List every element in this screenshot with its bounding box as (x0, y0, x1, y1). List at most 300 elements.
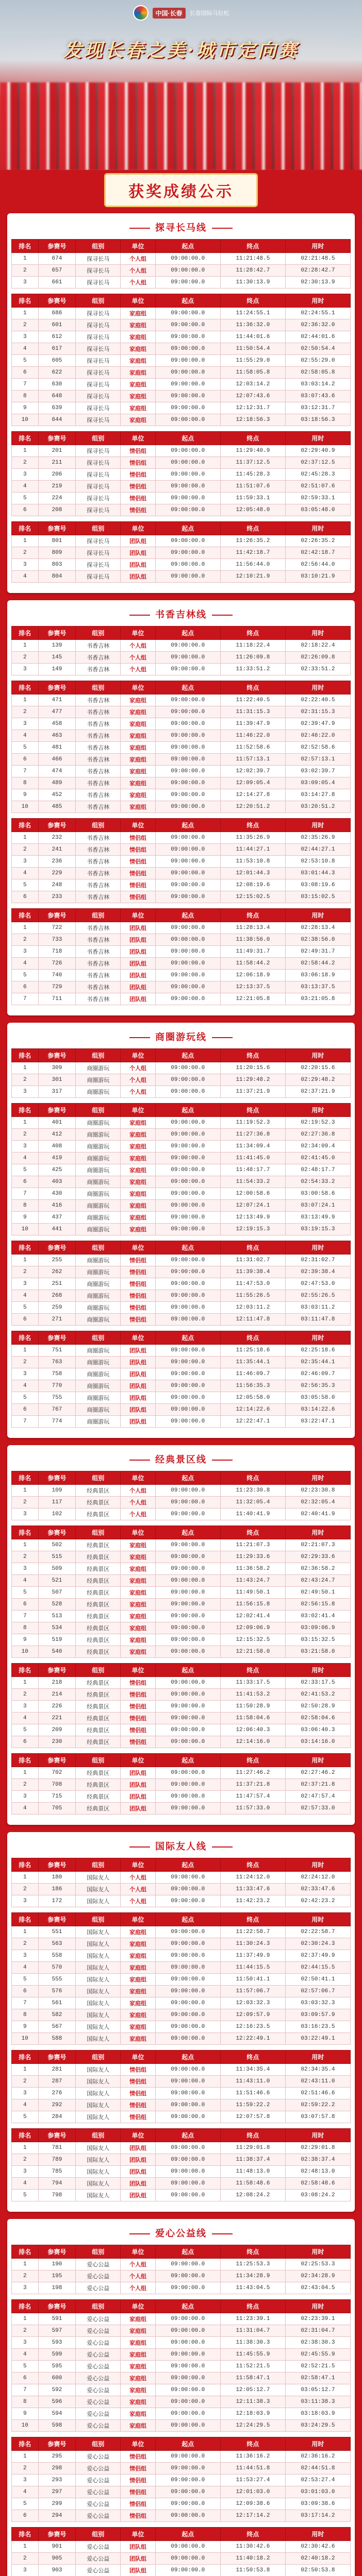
route-title: 经典景区线 (11, 1449, 351, 1471)
table-cell: 家庭组 (121, 1926, 155, 1938)
table-cell: 09:00:00.0 (155, 1392, 220, 1404)
table-cell: 家庭组 (121, 1212, 155, 1224)
table-cell: 09:00:00.0 (155, 457, 220, 469)
table-cell: 02:30:13.9 (285, 277, 350, 289)
table-cell: 601 (38, 319, 76, 331)
column-header: 终点 (220, 819, 285, 832)
table-cell: 02:43:04.5 (285, 2282, 350, 2294)
table-row (12, 414, 351, 426)
table-cell: 11:36:16.2 (220, 2451, 285, 2463)
table-cell: 770 (38, 1380, 76, 1392)
table-cell: 1 (12, 1539, 39, 1551)
table-cell: 09:00:00.0 (155, 2565, 220, 2576)
table-cell: 02:23:39.1 (285, 2313, 350, 2325)
table-row (12, 970, 351, 981)
table-row (12, 1485, 351, 1497)
table-cell: 6 (12, 2372, 39, 2384)
table-cell: 情侣组 (121, 1314, 155, 1326)
table-cell: 经典景区 (76, 1539, 121, 1551)
table-row (12, 1164, 351, 1176)
table-cell: 爱心公益 (76, 2384, 121, 2396)
table-cell: 452 (38, 789, 76, 801)
column-header: 终点 (220, 909, 285, 922)
table-row (12, 391, 351, 402)
table-row (12, 493, 351, 504)
table-cell: 商圈游玩 (76, 1302, 121, 1314)
table-cell: 4 (12, 730, 39, 742)
table-cell: 02:44:51.8 (285, 2463, 350, 2475)
table-cell: 09:00:00.0 (155, 2384, 220, 2396)
table-row (12, 922, 351, 934)
table-cell: 11:36:58.2 (220, 1563, 285, 1575)
column-header: 终点 (220, 1526, 285, 1539)
table-cell: 02:51:46.6 (285, 2088, 350, 2099)
table-cell: 1 (12, 308, 39, 319)
table-cell: 271 (38, 1314, 76, 1326)
table-cell: 11:32:05.4 (220, 1497, 285, 1509)
table-cell: 03:01:03.0 (285, 2486, 350, 2498)
table-cell: 探寻长马 (76, 379, 121, 391)
table-cell: 商圈游玩 (76, 1416, 121, 1428)
column-header: 参赛号 (38, 432, 76, 445)
column-header: 用时 (285, 1858, 350, 1872)
table-cell: 经典景区 (76, 1779, 121, 1791)
table-cell: 644 (38, 414, 76, 426)
table-cell: 经典景区 (76, 1791, 121, 1803)
results-table (11, 1526, 351, 1658)
table-cell: 11:21:48.5 (220, 253, 285, 265)
table-row (12, 801, 351, 813)
table-cell: 09:00:00.0 (155, 2463, 220, 2475)
table-cell: 09:00:00.0 (155, 2486, 220, 2498)
column-header: 起点 (155, 909, 220, 922)
table-cell: 466 (38, 754, 76, 766)
table-cell: 书香吉林 (76, 640, 121, 652)
table-cell: 商圈游玩 (76, 1086, 121, 1098)
table-cell: 226 (38, 1701, 76, 1713)
results-table (11, 1753, 351, 1815)
table-cell: 03:15:02.5 (285, 891, 350, 903)
table-cell: 11:51:46.6 (220, 2088, 285, 2099)
table-cell: 11:31:02.7 (220, 1255, 285, 1266)
table-cell: 190 (38, 2259, 76, 2270)
column-header: 组别 (76, 2129, 121, 2142)
table-cell: 02:50:41.1 (285, 1974, 350, 1986)
column-header: 组别 (76, 909, 121, 922)
table-row (12, 1950, 351, 1962)
table-cell: 09:00:00.0 (155, 355, 220, 367)
table-cell: 09:00:00.0 (155, 265, 220, 277)
table-row (12, 571, 351, 583)
table-cell: 12:21:58.0 (220, 1646, 285, 1658)
table-cell: 09:00:00.0 (155, 2270, 220, 2282)
table-cell: 情侣组 (121, 1278, 155, 1290)
table-cell: 09:00:00.0 (155, 868, 220, 879)
table-cell: 商圈游玩 (76, 1153, 121, 1164)
table-cell: 11:44:51.8 (220, 2463, 285, 2475)
table-cell: 298 (38, 2463, 76, 2475)
table-cell: 481 (38, 742, 76, 754)
column-header: 用时 (285, 1241, 350, 1255)
column-header: 起点 (155, 1331, 220, 1345)
table-cell: 02:36:58.2 (285, 1563, 350, 1575)
table-cell: 11:52:21.5 (220, 2361, 285, 2372)
table-cell: 11:29:33.6 (220, 1551, 285, 1563)
table-row (12, 652, 351, 664)
table-cell: 180 (38, 1872, 76, 1884)
table-cell: 经典景区 (76, 1563, 121, 1575)
table-cell: 02:47:53.0 (285, 1278, 350, 1290)
table-cell: 09:00:00.0 (155, 664, 220, 675)
table-cell: 12:24:29.5 (220, 2420, 285, 2432)
table-cell: 11:33:51.2 (220, 664, 285, 675)
column-header: 起点 (155, 2437, 220, 2451)
table-cell: 4 (12, 1290, 39, 1302)
column-header: 终点 (220, 1331, 285, 1345)
table-cell: 1 (12, 922, 39, 934)
table-cell: 02:36:16.2 (285, 2451, 350, 2463)
column-header: 单位 (121, 626, 155, 640)
table-cell: 探寻长马 (76, 277, 121, 289)
table-cell: 03:00:58.6 (285, 1188, 350, 1200)
table-row (12, 1611, 351, 1622)
table-cell: 个人组 (121, 1062, 155, 1074)
table-cell: 国际友人 (76, 1962, 121, 1974)
table-cell: 经典景区 (76, 1485, 121, 1497)
table-cell: 785 (38, 2166, 76, 2178)
table-cell: 02:26:09.8 (285, 652, 350, 664)
table-cell: 02:58:48.6 (285, 2178, 350, 2190)
table-cell: 2 (12, 1266, 39, 1278)
table-cell: 7 (12, 1416, 39, 1428)
table-cell: 11:48:17.7 (220, 1164, 285, 1176)
table-cell: 11:41:53.2 (220, 1689, 285, 1701)
column-header: 用时 (285, 1049, 350, 1062)
table-cell: 11:46:22.0 (220, 730, 285, 742)
table-cell: 1 (12, 832, 39, 844)
column-header: 排名 (12, 909, 39, 922)
table-cell: 02:49:50.1 (285, 1587, 350, 1599)
table-cell: 探寻长马 (76, 367, 121, 379)
table-cell: 商圈游玩 (76, 1176, 121, 1188)
table-cell: 02:56:15.8 (285, 1599, 350, 1611)
table-cell: 2 (12, 844, 39, 856)
table-row (12, 1677, 351, 1689)
table-cell: 09:00:00.0 (155, 1767, 220, 1779)
table-cell: 5 (12, 2498, 39, 2510)
table-cell: 1 (12, 2451, 39, 2463)
table-cell: 家庭组 (121, 1950, 155, 1962)
table-cell: 1 (12, 2313, 39, 2325)
column-header: 用时 (285, 1526, 350, 1539)
table-row (12, 1212, 351, 1224)
table-cell: 1 (12, 1255, 39, 1266)
table-cell: 12:06:40.3 (220, 1724, 285, 1736)
table-cell: 11:42:18.7 (220, 547, 285, 559)
table-cell: 09:00:00.0 (155, 1509, 220, 1520)
table-cell: 团队组 (121, 922, 155, 934)
column-header: 组别 (76, 522, 121, 535)
table-row (12, 1575, 351, 1587)
table-cell: 09:00:00.0 (155, 958, 220, 970)
table-row (12, 1962, 351, 1974)
table-cell: 09:00:00.0 (155, 2142, 220, 2154)
table-row (12, 1997, 351, 2009)
column-header: 排名 (12, 432, 39, 445)
table-cell: 3 (12, 1563, 39, 1575)
table-row (12, 1380, 351, 1392)
table-cell: 11:59:33.1 (220, 493, 285, 504)
table-cell: 6 (12, 1736, 39, 1748)
column-header: 单位 (121, 1241, 155, 1255)
table-cell: 爱心公益 (76, 2259, 121, 2270)
table-row (12, 1646, 351, 1658)
table-cell: 02:39:38.4 (285, 1266, 350, 1278)
table-cell: 11:35:44.1 (220, 1357, 285, 1368)
table-cell: 12:03:14.2 (220, 379, 285, 391)
table-cell: 12:18:03.9 (220, 2408, 285, 2420)
table-cell: 622 (38, 367, 76, 379)
table-cell: 09:00:00.0 (155, 469, 220, 481)
table-cell: 经典景区 (76, 1587, 121, 1599)
table-cell: 02:22:40.5 (285, 694, 350, 706)
table-cell: 02:57:33.0 (285, 1803, 350, 1815)
table-cell: 家庭组 (121, 1141, 155, 1153)
table-cell: 1 (12, 1677, 39, 1689)
table-cell: 5 (12, 355, 39, 367)
column-header: 排名 (12, 1526, 39, 1539)
column-header: 终点 (220, 2129, 285, 2142)
table-cell: 家庭组 (121, 1224, 155, 1235)
results-table (11, 1663, 351, 1748)
table-row (12, 253, 351, 265)
table-row (12, 2259, 351, 2270)
table-cell: 02:45:55.9 (285, 2349, 350, 2361)
table-cell: 230 (38, 1736, 76, 1748)
table-row (12, 2088, 351, 2099)
table-cell: 1 (12, 1926, 39, 1938)
table-row (12, 2565, 351, 2576)
column-header: 单位 (121, 240, 155, 253)
column-header: 起点 (155, 2300, 220, 2313)
table-cell: 个人组 (121, 1509, 155, 1520)
table-cell: 11:41:45.0 (220, 1153, 285, 1164)
column-header: 单位 (121, 2528, 155, 2541)
results-list (0, 207, 362, 2576)
table-cell: 12:19:15.3 (220, 1224, 285, 1235)
table-cell: 国际友人 (76, 2088, 121, 2099)
table-cell: 02:30:42.6 (285, 2541, 350, 2553)
column-header: 起点 (155, 1526, 220, 1539)
table-cell: 4 (12, 1380, 39, 1392)
table-cell: 国际友人 (76, 2111, 121, 2123)
table-cell: 团队组 (121, 571, 155, 583)
table-cell: 国际友人 (76, 1974, 121, 1986)
hero-banner (0, 0, 362, 170)
column-header: 单位 (121, 909, 155, 922)
table-cell: 书香吉林 (76, 742, 121, 754)
table-cell: 家庭组 (121, 1997, 155, 2009)
table-cell: 09:00:00.0 (155, 1086, 220, 1098)
table-cell: 家庭组 (121, 706, 155, 718)
column-header: 用时 (285, 1913, 350, 1926)
table-cell: 09:00:00.0 (155, 640, 220, 652)
table-cell: 3 (12, 1278, 39, 1290)
column-header: 起点 (155, 1471, 220, 1485)
table-row (12, 402, 351, 414)
table-cell: 3 (12, 1791, 39, 1803)
table-cell: 经典景区 (76, 1767, 121, 1779)
table-cell: 个人组 (121, 2282, 155, 2294)
table-cell: 11:27:36.8 (220, 1129, 285, 1141)
table-cell: 团队组 (121, 2565, 155, 2576)
table-cell: 1 (12, 1117, 39, 1129)
table-cell: 个人组 (121, 1074, 155, 1086)
table-cell: 情侣组 (121, 1701, 155, 1713)
table-cell: 团队组 (121, 2190, 155, 2201)
column-header: 排名 (12, 1049, 39, 1062)
table-cell: 02:52:21.5 (285, 2361, 350, 2372)
table-cell: 09:00:00.0 (155, 1188, 220, 1200)
table-cell: 书香吉林 (76, 844, 121, 856)
table-cell: 5 (12, 1587, 39, 1599)
table-cell: 探寻长马 (76, 457, 121, 469)
table-cell: 探寻长马 (76, 391, 121, 402)
results-table (11, 626, 351, 675)
table-cell: 爱心公益 (76, 2349, 121, 2361)
table-cell: 11:49:50.1 (220, 1587, 285, 1599)
column-header: 终点 (220, 1754, 285, 1767)
table-cell: 家庭组 (121, 2361, 155, 2372)
column-header: 组别 (76, 681, 121, 694)
table-cell: 11:38:56.0 (220, 934, 285, 946)
table-cell: 家庭组 (121, 355, 155, 367)
column-header: 组别 (76, 2245, 121, 2259)
table-cell: 爱心公益 (76, 2541, 121, 2553)
table-cell: 11:43:11.0 (220, 2076, 285, 2088)
table-cell: 5 (12, 1724, 39, 1736)
route-title: 爱心公益线 (11, 2223, 351, 2245)
column-header: 组别 (76, 2300, 121, 2313)
column-header: 组别 (76, 1858, 121, 1872)
table-row (12, 2510, 351, 2522)
column-header: 单位 (121, 1858, 155, 1872)
table-cell: 2 (12, 2154, 39, 2166)
table-row (12, 1622, 351, 1634)
column-header: 终点 (220, 1858, 285, 1872)
table-row (12, 2190, 351, 2201)
table-cell: 7 (12, 766, 39, 777)
table-cell: 02:40:18.2 (285, 2553, 350, 2565)
table-cell: 3 (12, 1509, 39, 1520)
table-row (12, 1509, 351, 1520)
table-cell: 758 (38, 1368, 76, 1380)
table-cell: 513 (38, 1611, 76, 1622)
table-cell: 09:00:00.0 (155, 2313, 220, 2325)
table-cell: 02:57:06.7 (285, 1986, 350, 1997)
table-cell: 02:36:32.0 (285, 319, 350, 331)
table-row (12, 469, 351, 481)
table-cell: 11:27:46.2 (220, 1767, 285, 1779)
table-cell: 09:00:00.0 (155, 742, 220, 754)
table-cell: 12:14:22.6 (220, 1404, 285, 1416)
table-cell: 5 (12, 2111, 39, 2123)
table-cell: 情侣组 (121, 504, 155, 516)
table-cell: 3 (12, 1086, 39, 1098)
table-cell: 情侣组 (121, 868, 155, 879)
table-cell: 02:59:33.1 (285, 493, 350, 504)
table-cell: 284 (38, 2111, 76, 2123)
table-row (12, 993, 351, 1005)
column-header: 组别 (76, 432, 121, 445)
table-row (12, 1345, 351, 1357)
table-cell: 09:00:00.0 (155, 1986, 220, 1997)
table-cell: 705 (38, 1803, 76, 1815)
results-table (11, 1331, 351, 1428)
table-cell: 03:12:31.7 (285, 402, 350, 414)
table-cell: 4 (12, 1575, 39, 1587)
table-cell: 11:33:17.5 (220, 1677, 285, 1689)
table-row (12, 1736, 351, 1748)
table-cell: 09:00:00.0 (155, 2498, 220, 2510)
table-cell: 11:38:37.4 (220, 2154, 285, 2166)
table-cell: 561 (38, 1997, 76, 2009)
table-cell: 740 (38, 970, 76, 981)
table-row (12, 2372, 351, 2384)
table-cell: 4 (12, 2178, 39, 2190)
table-cell: 09:00:00.0 (155, 879, 220, 891)
table-cell: 情侣组 (121, 469, 155, 481)
results-table (11, 2245, 351, 2294)
table-cell: 09:00:00.0 (155, 2553, 220, 2565)
table-row (12, 331, 351, 343)
logo-text: 中国·长春 (153, 8, 186, 19)
table-cell: 家庭组 (121, 1129, 155, 1141)
table-cell: 经典景区 (76, 1713, 121, 1724)
table-cell: 02:34:35.4 (285, 2064, 350, 2076)
results-table (11, 681, 351, 813)
page-title: 获奖成绩公示 (104, 173, 258, 207)
column-header: 参赛号 (38, 1471, 76, 1485)
table-row (12, 2553, 351, 2565)
column-header: 单位 (121, 294, 155, 308)
table-cell: 09:00:00.0 (155, 331, 220, 343)
results-table (11, 2299, 351, 2432)
column-header: 组别 (76, 240, 121, 253)
column-header: 终点 (220, 1241, 285, 1255)
table-cell: 102 (38, 1509, 76, 1520)
table-cell: 11:34:09.4 (220, 1141, 285, 1153)
column-header: 组别 (76, 1104, 121, 1117)
table-cell: 229 (38, 868, 76, 879)
table-cell: 09:00:00.0 (155, 1962, 220, 1974)
table-cell: 12:03:11.2 (220, 1302, 285, 1314)
table-cell: 商圈游玩 (76, 1224, 121, 1235)
table-cell: 经典景区 (76, 1622, 121, 1634)
table-cell: 团队组 (121, 993, 155, 1005)
table-cell: 02:43:24.7 (285, 1575, 350, 1587)
table-row (12, 2486, 351, 2498)
table-cell: 5 (12, 879, 39, 891)
table-cell: 09:00:00.0 (155, 1062, 220, 1074)
table-cell: 8 (12, 2396, 39, 2408)
table-row (12, 535, 351, 547)
table-cell: 个人组 (121, 1497, 155, 1509)
column-header: 用时 (285, 2050, 350, 2064)
results-table (11, 818, 351, 903)
table-cell: 2 (12, 319, 39, 331)
table-cell: 09:00:00.0 (155, 277, 220, 289)
